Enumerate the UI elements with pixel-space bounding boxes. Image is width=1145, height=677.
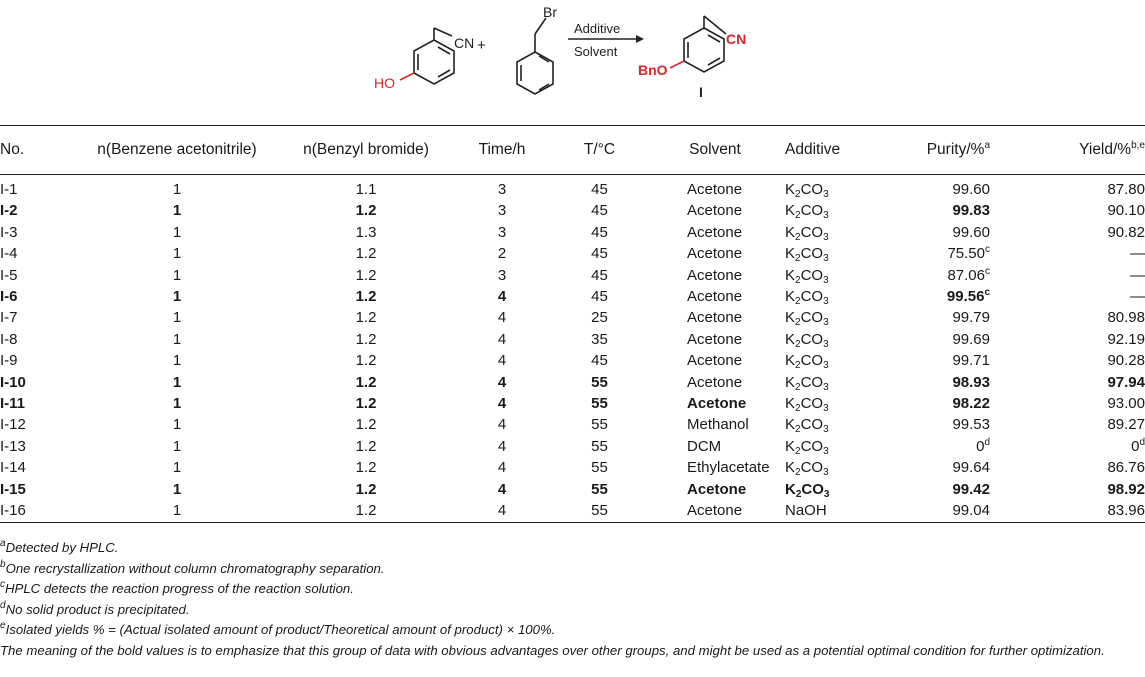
cell-no: I-2 — [0, 202, 18, 220]
product-bno-label: BnO — [638, 62, 668, 78]
cell-temp: 55 — [591, 459, 608, 477]
cell-nbr: 1.2 — [355, 395, 377, 413]
cell-no: I-14 — [0, 459, 26, 477]
cell-no: I-13 — [0, 437, 26, 455]
footnote-a: $^a$Detected by HPLC. — [0, 538, 119, 555]
reaction-scheme — [340, 0, 800, 108]
cell-yield: — — [1130, 245, 1145, 263]
cell-time: 4 — [497, 480, 507, 498]
cell-yield: — — [1130, 288, 1145, 306]
cell-solvent: Acetone — [687, 245, 743, 263]
cell-solvent: Ethylacetate — [687, 459, 770, 477]
header-temperature: T/°C — [544, 126, 655, 175]
cell-no: I-6 — [0, 288, 18, 306]
cell-no: I-4 — [0, 245, 18, 263]
cell-nbenz: 1 — [172, 309, 182, 327]
product-compound-label: I — [699, 84, 703, 100]
cell-nbr: 1.2 — [355, 288, 377, 306]
cell-nbenz: 1 — [172, 459, 182, 477]
cell-solvent: Acetone — [687, 202, 743, 220]
cell-additive: $K_2CO_3$ — [785, 202, 829, 222]
cell-solvent: Methanol — [687, 416, 749, 434]
cell-yield: 87.80 — [1107, 181, 1145, 198]
cell-nbenz: 1 — [172, 223, 182, 241]
cell-nbr: 1.3 — [355, 223, 377, 241]
cell-temp: 45 — [591, 223, 608, 241]
cell-no: I-16 — [0, 500, 82, 522]
cell-nbenz: 1 — [172, 416, 182, 434]
cell-yield: 92.19 — [1107, 330, 1145, 348]
cell-nbr: 1.2 — [355, 309, 377, 327]
cell-nbr: 1.2 — [355, 352, 377, 370]
cell-temp: 55 — [591, 480, 608, 498]
cell-nbr: 1.2 — [355, 437, 377, 455]
cell-temp: 55 — [591, 373, 608, 391]
cell-yield: — — [1130, 266, 1145, 284]
cell-solvent: Acetone — [687, 373, 743, 391]
header-purity: Purity/%$^a$ — [895, 126, 1010, 175]
results-table — [0, 125, 1145, 523]
table-row — [0, 393, 1145, 414]
cell-temp: 55 — [591, 416, 608, 434]
footnote-b: $^b$One recrystallization without column chromatography separation. — [0, 558, 385, 576]
cell-solvent: Acetone — [687, 309, 743, 327]
cell-yield: 80.98 — [1107, 309, 1145, 327]
cell-time: 4 — [497, 288, 507, 306]
cell-yield: 90.10 — [1107, 202, 1145, 220]
cell-nbr: 1.2 — [355, 416, 377, 434]
cell-nbenz: 1 — [172, 288, 182, 306]
plus-sign: + — [477, 37, 486, 54]
solvent-label: Solvent — [574, 44, 618, 59]
cell-nbr: 1.2 — [355, 266, 377, 284]
reactant-oh-label: HO — [374, 75, 395, 91]
cell-purity: 99.04 — [895, 500, 1010, 522]
cell-temp: 25 — [591, 309, 608, 327]
cell-temp: 55 — [544, 500, 655, 522]
cell-additive: NaOH — [775, 500, 895, 522]
cell-time: 4 — [460, 500, 544, 522]
header-additive: Additive — [775, 126, 895, 175]
cell-time: 2 — [497, 245, 507, 263]
table-row — [0, 329, 1145, 350]
header-benzene-acetonitrile: n(Benzene acetonitrile) — [82, 126, 272, 175]
cell-additive: $K_2CO_3$ — [785, 459, 829, 479]
cell-nbenz: 1 — [82, 500, 272, 522]
table-row — [0, 436, 1145, 457]
cell-time: 4 — [497, 330, 507, 348]
cell-purity: 99.53 — [952, 416, 990, 434]
table-row — [0, 222, 1145, 243]
additive-label: Additive — [574, 21, 621, 36]
cell-nbenz: 1 — [172, 373, 182, 391]
cell-nbr: 1.2 — [355, 245, 377, 263]
cell-yield: 98.92 — [1107, 480, 1145, 498]
cell-additive: $K_2CO_3$ — [785, 288, 829, 308]
cell-time: 4 — [497, 459, 507, 477]
cell-time: 3 — [497, 181, 507, 198]
cell-additive: $K_2CO_3$ — [785, 245, 829, 265]
footnote-c: $^c$HPLC detects the reaction progress of the reaction solution. — [0, 579, 354, 597]
cell-purity: 99.56$^c$ — [946, 287, 990, 306]
cell-no: I-9 — [0, 352, 18, 370]
cell-no: I-12 — [0, 416, 26, 434]
cell-temp: 35 — [591, 330, 608, 348]
table-row — [0, 243, 1145, 264]
cell-solvent: Acetone — [687, 181, 743, 198]
cell-solvent: Acetone — [655, 500, 775, 522]
cell-additive: $K_2CO_3$ — [785, 266, 829, 286]
cell-solvent: Acetone — [687, 480, 747, 498]
cell-nbenz: 1 — [172, 395, 182, 413]
cell-solvent: DCM — [687, 437, 722, 455]
cell-no: I-15 — [0, 480, 26, 498]
cell-solvent: Acetone — [687, 223, 743, 241]
cell-time: 4 — [497, 309, 507, 327]
header-solvent: Solvent — [655, 126, 775, 175]
cell-nbr: 1.2 — [355, 459, 377, 477]
cell-nbenz: 1 — [172, 181, 182, 198]
cell-yield: 0$^d$ — [1131, 436, 1145, 455]
cell-nbr: 1.2 — [355, 202, 377, 220]
reagent-br-label: Br — [543, 4, 557, 20]
cell-additive: $K_2CO_3$ — [785, 373, 829, 393]
cell-purity: 99.42 — [952, 480, 990, 498]
table-row — [0, 200, 1145, 221]
cell-purity: 75.50$^c$ — [947, 244, 990, 263]
cell-time: 3 — [497, 266, 507, 284]
cell-solvent: Acetone — [687, 395, 747, 413]
cell-additive: $K_2CO_3$ — [785, 309, 829, 329]
cell-yield: 90.28 — [1107, 352, 1145, 370]
cell-time: 4 — [497, 416, 507, 434]
cell-additive: $K_2CO_3$ — [785, 181, 829, 200]
table-row — [0, 175, 1145, 201]
results-table-wrapper — [0, 125, 1145, 523]
cell-time: 3 — [497, 223, 507, 241]
cell-nbenz: 1 — [172, 202, 182, 220]
header-yield: Yield/%$^{b,e}$ — [1010, 126, 1145, 175]
cell-purity: 98.93 — [952, 373, 990, 391]
product-cn-label: CN — [726, 31, 747, 47]
cell-yield: 90.82 — [1107, 223, 1145, 241]
header-no: No. — [0, 126, 82, 175]
cell-temp: 55 — [591, 395, 608, 413]
table-header-row — [0, 126, 1145, 175]
cell-time: 4 — [497, 395, 507, 413]
cell-solvent: Acetone — [687, 352, 743, 370]
cell-no: I-8 — [0, 330, 18, 348]
cell-time: 4 — [497, 352, 507, 370]
cell-solvent: Acetone — [687, 330, 743, 348]
cell-nbr: 1.2 — [355, 373, 377, 391]
cell-yield: 86.76 — [1107, 459, 1145, 477]
cell-temp: 45 — [591, 245, 608, 263]
table-row — [0, 479, 1145, 500]
table-row — [0, 414, 1145, 435]
cell-temp: 45 — [591, 288, 608, 306]
cell-additive: $K_2CO_3$ — [785, 223, 829, 243]
cell-no: I-11 — [0, 395, 26, 413]
cell-purity: 87.06$^c$ — [947, 265, 990, 284]
table-row — [0, 350, 1145, 371]
table-row — [0, 500, 1145, 522]
cell-nbr: 1.2 — [355, 480, 377, 498]
table-row — [0, 265, 1145, 286]
cell-solvent: Acetone — [687, 288, 743, 306]
footnote-d: $^d$No solid product is precipitated. — [0, 599, 190, 617]
cell-no: I-5 — [0, 266, 18, 284]
cell-yield: 89.27 — [1107, 416, 1145, 434]
cell-nbr: 1.2 — [272, 500, 460, 522]
cell-nbenz: 1 — [172, 352, 182, 370]
cell-additive: $K_2CO_3$ — [785, 480, 830, 500]
cell-yield: 97.94 — [1107, 373, 1145, 391]
cell-no: I-7 — [0, 309, 18, 327]
header-benzyl-bromide: n(Benzyl bromide) — [272, 126, 460, 175]
cell-time: 4 — [497, 373, 507, 391]
cell-nbr: 1.2 — [355, 330, 377, 348]
cell-nbenz: 1 — [172, 480, 182, 498]
cell-nbenz: 1 — [172, 266, 182, 284]
cell-additive: $K_2CO_3$ — [785, 330, 829, 350]
cell-nbr: 1.1 — [355, 181, 377, 198]
cell-nbenz: 1 — [172, 245, 182, 263]
cell-temp: 45 — [591, 202, 608, 220]
cell-yield: 93.00 — [1107, 395, 1145, 413]
cell-purity: 99.60 — [952, 223, 990, 241]
cell-purity: 99.60 — [952, 181, 990, 198]
cell-nbenz: 1 — [172, 437, 182, 455]
cell-nbenz: 1 — [172, 330, 182, 348]
cell-additive: $K_2CO_3$ — [785, 437, 829, 457]
cell-purity: 99.69 — [952, 330, 990, 348]
table-row — [0, 307, 1145, 328]
bold-values-note: The meaning of the bold values is to emphasize that this group of data with obvious advantages over other groups, and might be used as a potential optimal condition for further optimization. — [0, 642, 1105, 658]
cell-temp: 45 — [591, 181, 608, 198]
table-row — [0, 286, 1145, 307]
footnote-e: $^e$Isolated yields % = (Actual isolated amount of product/Theoretical amount of product) × 100%. — [0, 620, 556, 638]
cell-no: I-10 — [0, 373, 26, 391]
cell-purity: 99.64 — [952, 459, 990, 477]
cell-additive: $K_2CO_3$ — [785, 416, 829, 436]
header-time: Time/h — [460, 126, 544, 175]
cell-additive: $K_2CO_3$ — [785, 352, 829, 372]
table-row — [0, 372, 1145, 393]
table-row — [0, 457, 1145, 478]
cell-temp: 55 — [591, 437, 608, 455]
cell-purity: 99.79 — [952, 309, 990, 327]
reactant-cn-label: CN — [454, 35, 475, 51]
cell-solvent: Acetone — [687, 266, 743, 284]
cell-time: 3 — [497, 202, 507, 220]
cell-no: I-1 — [0, 181, 18, 198]
cell-temp: 45 — [591, 266, 608, 284]
cell-time: 4 — [497, 437, 507, 455]
cell-purity: 0$^d$ — [976, 436, 990, 455]
cell-purity: 98.22 — [952, 395, 990, 413]
cell-purity: 99.71 — [952, 352, 990, 370]
cell-purity: 99.83 — [952, 202, 990, 220]
cell-additive: $K_2CO_3$ — [785, 395, 829, 415]
cell-yield: 83.96 — [1010, 500, 1145, 522]
table-footnotes — [0, 538, 1140, 662]
cell-no: I-3 — [0, 223, 18, 241]
cell-temp: 45 — [591, 352, 608, 370]
